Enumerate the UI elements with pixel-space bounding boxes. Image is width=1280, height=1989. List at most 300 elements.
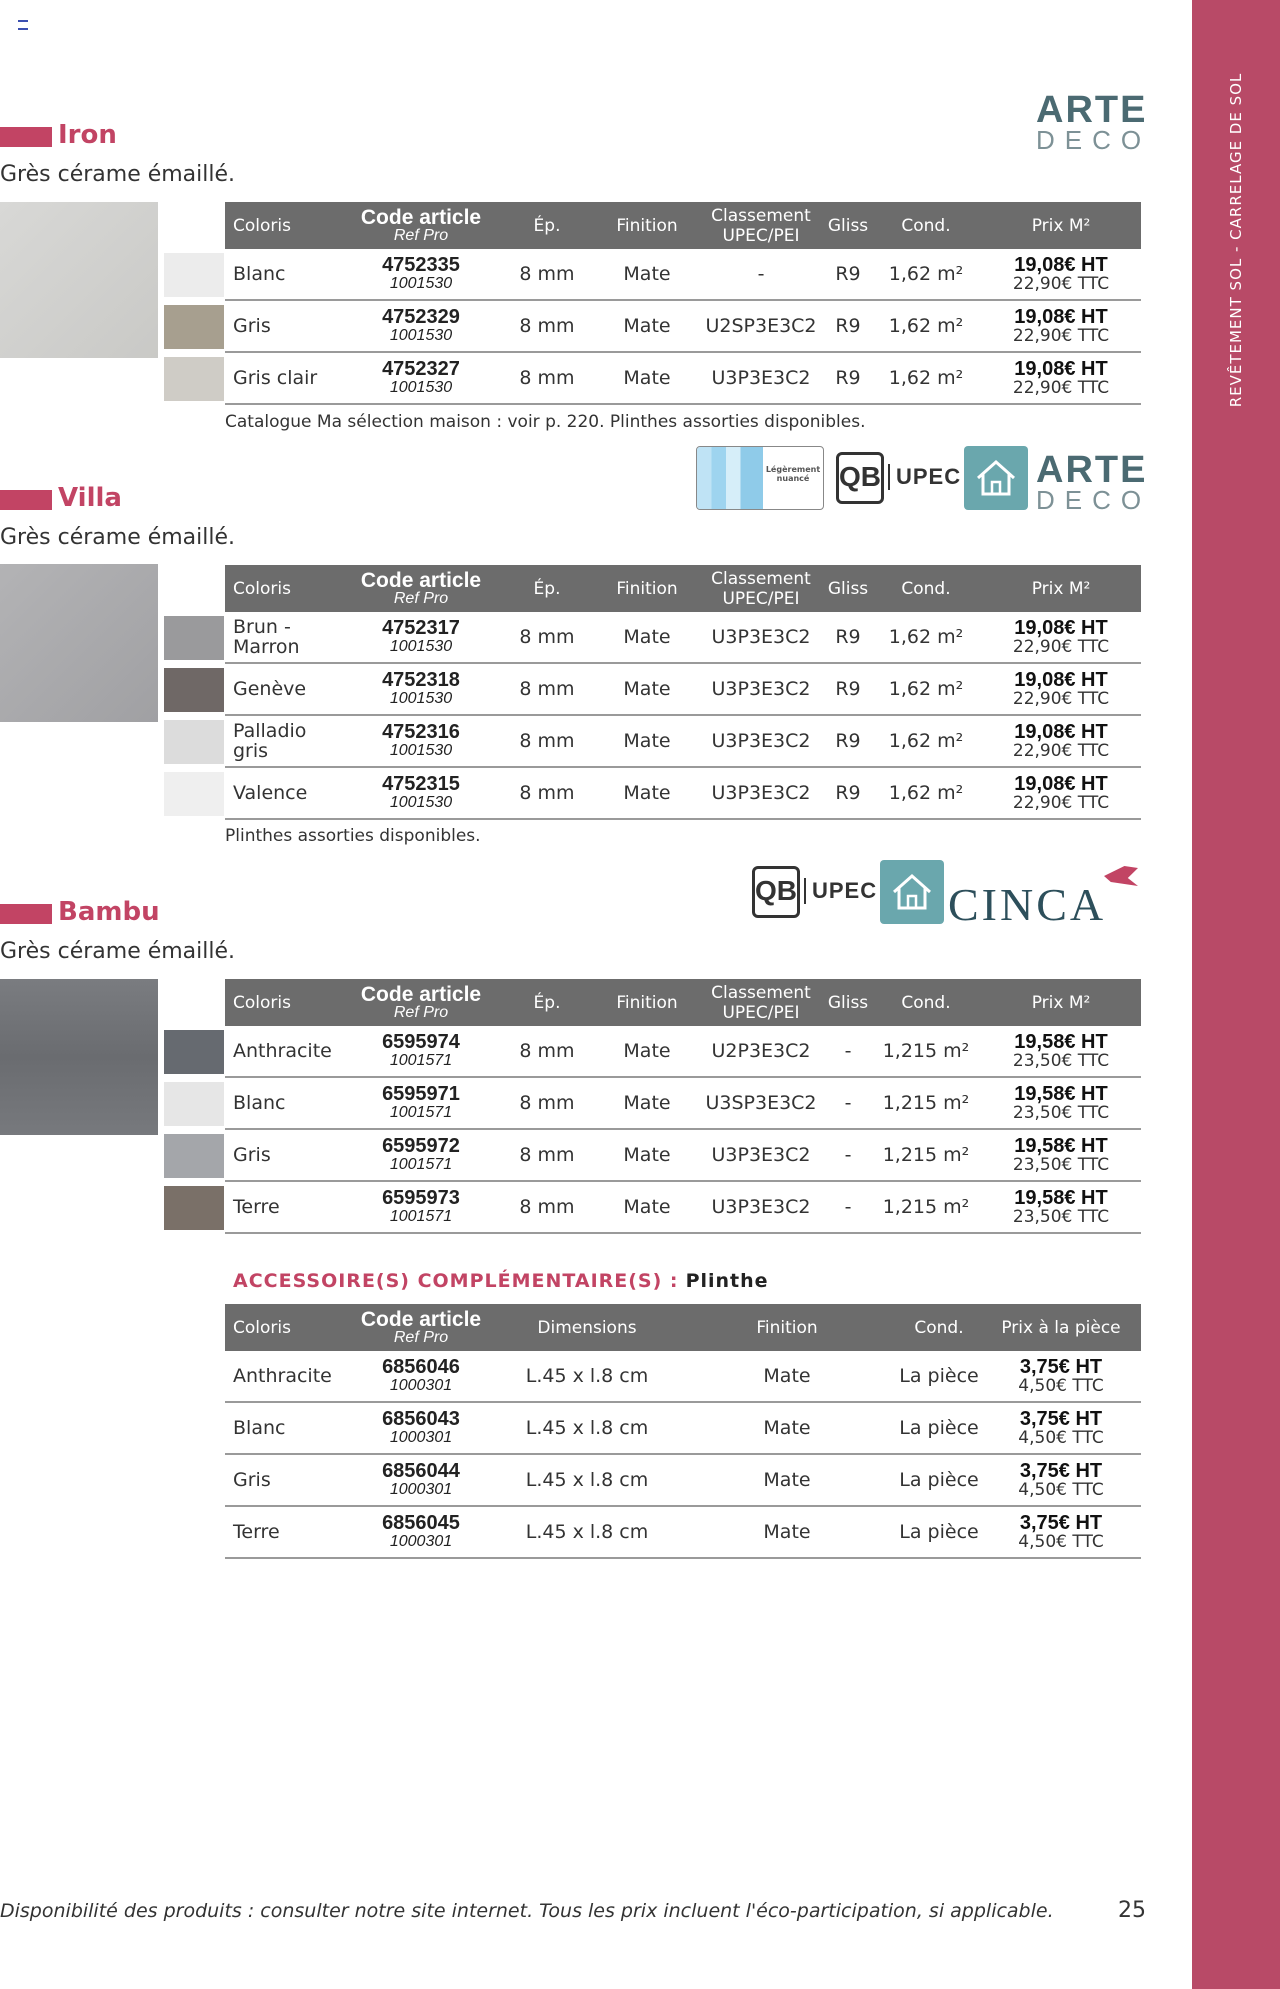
accessories-title	[233, 1270, 769, 1292]
ref-pro: 1001530	[389, 638, 453, 655]
villa-header-row	[225, 565, 1141, 612]
finition: Mate	[623, 1092, 671, 1114]
iron-note: Catalogue Ma sélection maison : voir p. 220. Plinthes assorties disponibles.	[225, 412, 866, 432]
ref-pro: 1001530	[389, 742, 453, 759]
epaisseur: 8 mm	[519, 678, 575, 700]
table-row	[225, 352, 1141, 404]
price-ht: 3,75€ HT	[1019, 1511, 1103, 1534]
cond: 1,215 m²	[882, 1040, 970, 1062]
header-code-main: Code article	[360, 569, 482, 592]
house-icon-2	[880, 860, 944, 924]
classement: U3P3E3C2	[711, 782, 811, 804]
classement: U3P3E3C2	[711, 1144, 811, 1166]
arte-deco-logo	[1036, 89, 1152, 155]
gliss-cell	[825, 300, 871, 352]
classement: -	[757, 263, 765, 285]
finition-cell	[597, 1129, 697, 1181]
classement-cell	[697, 1026, 825, 1077]
coloris: Blanc	[233, 1092, 286, 1114]
table-row	[225, 767, 1141, 819]
finition: Mate	[623, 1196, 671, 1218]
cond-cell	[897, 1351, 981, 1402]
ref-pro: 1001530	[389, 690, 453, 707]
classement-cell	[697, 249, 825, 300]
code-cell	[345, 612, 497, 663]
nuance-tiles-icon	[697, 447, 763, 509]
price-ttc: 23,50€ TTC	[1012, 1050, 1110, 1071]
header-classement-label: Classement	[711, 568, 811, 589]
villa-table-body	[225, 612, 1141, 819]
ep-cell	[497, 715, 597, 767]
header-code-article	[345, 1304, 497, 1351]
header-classement	[697, 202, 825, 249]
header-code-main: Code article	[360, 206, 482, 229]
epaisseur: 8 mm	[519, 1196, 575, 1218]
cond: 1,62 m²	[888, 367, 964, 389]
epaisseur: 8 mm	[519, 315, 575, 337]
coloris-cell	[225, 1402, 345, 1454]
villa-title: Villa	[58, 483, 122, 513]
header-code-main: Code article	[360, 1308, 482, 1331]
accessories-title-red: ACCESSOIRE(S) COMPLÉMENTAIRE(S) :	[233, 1270, 679, 1292]
classement-cell	[697, 612, 825, 663]
code-cell	[345, 1181, 497, 1233]
header-coloris: Coloris	[225, 565, 345, 612]
classement-cell	[697, 1181, 825, 1233]
finition-cell	[597, 612, 697, 663]
finition-cell	[597, 352, 697, 404]
header-classement	[697, 979, 825, 1026]
price-ttc: 23,50€ TTC	[1012, 1154, 1110, 1175]
gliss-cell	[825, 715, 871, 767]
house-icon	[964, 446, 1028, 510]
code-article: 6856044	[382, 1460, 460, 1482]
gliss: R9	[835, 782, 861, 804]
coloris: Gris	[233, 1144, 271, 1166]
cond-cell	[871, 1077, 981, 1129]
table-row	[225, 1506, 1141, 1558]
dimensions: L.45 x l.8 cm	[525, 1417, 649, 1439]
coloris-cell	[225, 352, 345, 404]
cond: 1,62 m²	[888, 730, 964, 752]
price-cell	[981, 1129, 1141, 1181]
menu-icon	[18, 20, 28, 30]
header-code-main: Code article	[360, 983, 482, 1006]
accessories-title-black: Plinthe	[685, 1270, 769, 1292]
price-ttc: 4,50€ TTC	[1018, 1427, 1104, 1448]
finition-cell	[597, 249, 697, 300]
finition-cell	[677, 1454, 897, 1506]
price-ht: 19,08€ HT	[1014, 668, 1108, 691]
gliss: -	[844, 1196, 852, 1218]
coloris-cell	[225, 300, 345, 352]
cond: La pièce	[899, 1521, 979, 1543]
villa-table	[225, 565, 1141, 820]
coloris: Terre	[233, 1521, 280, 1543]
qb-upec-logo-2	[752, 866, 878, 918]
header-prix: Prix M²	[981, 202, 1141, 249]
cond-cell	[871, 663, 981, 715]
cond: 1,215 m²	[882, 1144, 970, 1166]
ep-cell	[497, 300, 597, 352]
header-finition: Finition	[597, 202, 697, 249]
table-row	[225, 1077, 1141, 1129]
table-row	[225, 300, 1141, 352]
ep-cell	[497, 249, 597, 300]
code-article: 4752318	[382, 669, 460, 691]
price-cell	[981, 612, 1141, 663]
cond-cell	[871, 1026, 981, 1077]
header-cond: Cond.	[897, 1304, 981, 1351]
code-article: 4752315	[382, 773, 460, 795]
coloris-cell	[225, 767, 345, 819]
bambu-product-image	[0, 979, 158, 1135]
classement-cell	[697, 1077, 825, 1129]
price-cell	[981, 1351, 1141, 1402]
header-ref-pro: Ref Pro	[393, 227, 449, 244]
coloris: Palladio gris	[233, 720, 307, 762]
gliss: R9	[835, 263, 861, 285]
accessories-table-body	[225, 1351, 1141, 1558]
header-cond: Cond.	[871, 202, 981, 249]
header-upec-pei: UPEC/PEI	[722, 225, 800, 246]
header-finition: Finition	[597, 979, 697, 1026]
cond-cell	[871, 612, 981, 663]
header-coloris: Coloris	[225, 1304, 345, 1351]
classement-cell	[697, 352, 825, 404]
finition: Mate	[623, 315, 671, 337]
coloris-cell	[225, 1351, 345, 1402]
finition: Mate	[623, 730, 671, 752]
code-article: 6595971	[382, 1083, 460, 1105]
epaisseur: 8 mm	[519, 1040, 575, 1062]
iron-product-image	[0, 202, 158, 358]
code-cell	[345, 249, 497, 300]
cond: La pièce	[899, 1417, 979, 1439]
arte-deco-logo-2	[1036, 449, 1152, 515]
cond-cell	[897, 1454, 981, 1506]
header-code-article	[345, 202, 497, 249]
qb-mark-icon-2: QB	[752, 866, 800, 918]
ep-cell	[497, 767, 597, 819]
logo-deco-text: DECO	[1036, 125, 1152, 155]
logo-arte-text: ARTE	[1036, 89, 1148, 131]
classement: U3SP3E3C2	[705, 1092, 817, 1114]
finition: Mate	[623, 1144, 671, 1166]
gliss: R9	[835, 367, 861, 389]
price-ht: 3,75€ HT	[1019, 1459, 1103, 1482]
price-ttc: 23,50€ TTC	[1012, 1206, 1110, 1227]
coloris: Anthracite	[233, 1365, 332, 1387]
table-row	[225, 1129, 1141, 1181]
gliss-cell	[825, 1077, 871, 1129]
color-swatch	[164, 1030, 224, 1074]
color-swatch	[164, 357, 224, 401]
header-ep: Ép.	[497, 979, 597, 1026]
villa-note: Plinthes assorties disponibles.	[225, 826, 481, 846]
price-cell	[981, 1077, 1141, 1129]
ref-pro: 1000301	[389, 1533, 453, 1550]
code-article: 4752335	[382, 254, 460, 276]
finition: Mate	[623, 263, 671, 285]
ep-cell	[497, 1181, 597, 1233]
price-ht: 19,08€ HT	[1014, 357, 1108, 380]
gliss-cell	[825, 612, 871, 663]
code-cell	[345, 300, 497, 352]
villa-product-image	[0, 564, 158, 722]
code-article: 6595973	[382, 1187, 460, 1209]
ref-pro: 1001571	[389, 1156, 453, 1173]
price-cell	[981, 300, 1141, 352]
ref-pro: 1001571	[389, 1104, 453, 1121]
bambu-header-row	[225, 979, 1141, 1026]
price-ht: 19,08€ HT	[1014, 616, 1108, 639]
price-ttc: 22,90€ TTC	[1012, 273, 1110, 294]
cond: La pièce	[899, 1469, 979, 1491]
gliss: -	[844, 1092, 852, 1114]
iron-table	[225, 202, 1141, 405]
classement: U3P3E3C2	[711, 626, 811, 648]
code-article: 4752316	[382, 721, 460, 743]
color-swatch	[164, 772, 224, 816]
code-cell	[345, 1077, 497, 1129]
cond: 1,62 m²	[888, 782, 964, 804]
dimensions: L.45 x l.8 cm	[525, 1365, 649, 1387]
gliss-cell	[825, 249, 871, 300]
price-ht: 19,08€ HT	[1014, 253, 1108, 276]
header-coloris: Coloris	[225, 202, 345, 249]
cond-cell	[871, 767, 981, 819]
table-row	[225, 1181, 1141, 1233]
finition: Mate	[623, 626, 671, 648]
classement: U2P3E3C2	[711, 1040, 811, 1062]
dimensions-cell	[497, 1402, 677, 1454]
price-cell	[981, 1454, 1141, 1506]
epaisseur: 8 mm	[519, 263, 575, 285]
logo-arte-text-2: ARTE	[1036, 449, 1148, 491]
color-swatch	[164, 616, 224, 660]
epaisseur: 8 mm	[519, 782, 575, 804]
header-code-article	[345, 565, 497, 612]
code-article: 4752329	[382, 306, 460, 328]
table-row	[225, 715, 1141, 767]
gliss: -	[844, 1144, 852, 1166]
price-ttc: 22,90€ TTC	[1012, 377, 1110, 398]
finition-cell	[597, 1181, 697, 1233]
epaisseur: 8 mm	[519, 1144, 575, 1166]
epaisseur: 8 mm	[519, 730, 575, 752]
dimensions-cell	[497, 1454, 677, 1506]
price-ht: 19,08€ HT	[1014, 720, 1108, 743]
header-prix: Prix M²	[981, 565, 1141, 612]
header-gliss: Gliss	[825, 979, 871, 1026]
classement-cell	[697, 663, 825, 715]
finition-cell	[597, 663, 697, 715]
cinca-logo: CINCA	[948, 879, 1107, 930]
ref-pro: 1000301	[389, 1429, 453, 1446]
gliss-cell	[825, 352, 871, 404]
qb-mark-icon: QB	[836, 452, 884, 504]
side-label: REVÊTEMENT SOL - CARRELAGE DE SOL	[1227, 72, 1245, 408]
bambu-title: Bambu	[58, 897, 160, 927]
cond: 1,62 m²	[888, 315, 964, 337]
epaisseur: 8 mm	[519, 367, 575, 389]
code-cell	[345, 352, 497, 404]
cond-cell	[871, 300, 981, 352]
coloris: Terre	[233, 1196, 280, 1218]
price-cell	[981, 1506, 1141, 1558]
code-cell	[345, 1129, 497, 1181]
gliss: -	[844, 1040, 852, 1062]
gliss: R9	[835, 626, 861, 648]
coloris-cell	[225, 1454, 345, 1506]
classement-cell	[697, 1129, 825, 1181]
color-swatch	[164, 305, 224, 349]
price-cell	[981, 663, 1141, 715]
price-cell	[981, 1402, 1141, 1454]
code-cell	[345, 715, 497, 767]
ref-pro: 1001530	[389, 379, 453, 396]
finition-cell	[597, 715, 697, 767]
finition: Mate	[623, 782, 671, 804]
cond: 1,62 m²	[888, 678, 964, 700]
table-row	[225, 249, 1141, 300]
code-article: 6856043	[382, 1408, 460, 1430]
coloris: Brun - Marron	[233, 616, 300, 658]
price-ttc: 4,50€ TTC	[1018, 1479, 1104, 1500]
coloris: Gris	[233, 1469, 271, 1491]
header-coloris: Coloris	[225, 979, 345, 1026]
bambu-table	[225, 979, 1141, 1234]
price-ht: 19,58€ HT	[1014, 1082, 1108, 1105]
header-dimensions: Dimensions	[497, 1304, 677, 1351]
price-ht: 3,75€ HT	[1019, 1407, 1103, 1430]
code-cell	[345, 1351, 497, 1402]
cond: 1,215 m²	[882, 1196, 970, 1218]
accessories-header-row	[225, 1304, 1141, 1351]
price-ttc: 22,90€ TTC	[1012, 688, 1110, 709]
header-finition: Finition	[677, 1304, 897, 1351]
logo-deco-text-2: DECO	[1036, 485, 1152, 515]
finition-cell	[597, 767, 697, 819]
price-cell	[981, 249, 1141, 300]
page-number: 25	[1118, 1898, 1146, 1923]
villa-subtitle: Grès cérame émaillé.	[0, 525, 236, 550]
footer-note: Disponibilité des produits : consulter notre site internet. Tous les prix incluent l'éco-participation, si applicable.	[0, 1900, 1054, 1922]
finition: Mate	[623, 678, 671, 700]
ref-pro: 1000301	[389, 1481, 453, 1498]
code-article: 6856045	[382, 1512, 460, 1534]
gliss-cell	[825, 1181, 871, 1233]
cond-cell	[871, 715, 981, 767]
ref-pro: 1001530	[389, 275, 453, 292]
coloris: Gris clair	[233, 367, 318, 389]
accessories-table	[225, 1304, 1141, 1559]
gliss-cell	[825, 1129, 871, 1181]
code-cell	[345, 767, 497, 819]
dimensions-cell	[497, 1506, 677, 1558]
cond-cell	[897, 1402, 981, 1454]
table-row	[225, 663, 1141, 715]
code-cell	[345, 1506, 497, 1558]
price-cell	[981, 352, 1141, 404]
bambu-subtitle: Grès cérame émaillé.	[0, 939, 236, 964]
price-ht: 19,58€ HT	[1014, 1030, 1108, 1053]
ep-cell	[497, 352, 597, 404]
code-cell	[345, 1402, 497, 1454]
coloris-cell	[225, 1506, 345, 1558]
price-cell	[981, 1181, 1141, 1233]
header-classement-label: Classement	[711, 205, 811, 226]
ep-cell	[497, 1129, 597, 1181]
code-article: 6595972	[382, 1135, 460, 1157]
price-ttc: 22,90€ TTC	[1012, 325, 1110, 346]
header-prix: Prix M²	[981, 979, 1141, 1026]
table-row	[225, 1454, 1141, 1506]
header-upec-pei: UPEC/PEI	[722, 588, 800, 609]
color-swatch	[164, 720, 224, 764]
classement: U3P3E3C2	[711, 367, 811, 389]
price-ht: 19,08€ HT	[1014, 772, 1108, 795]
price-ht: 19,58€ HT	[1014, 1134, 1108, 1157]
coloris-cell	[225, 249, 345, 300]
coloris-cell	[225, 612, 345, 663]
bambu-table-body	[225, 1026, 1141, 1233]
ref-pro: 1001530	[389, 794, 453, 811]
dimensions: L.45 x l.8 cm	[525, 1521, 649, 1543]
finition-cell	[677, 1351, 897, 1402]
price-ht: 3,75€ HT	[1019, 1355, 1103, 1378]
finition: Mate	[623, 367, 671, 389]
qb-upec-logo	[836, 452, 962, 504]
ep-cell	[497, 663, 597, 715]
cond: 1,62 m²	[888, 263, 964, 285]
ref-pro: 1001530	[389, 327, 453, 344]
price-cell	[981, 1026, 1141, 1077]
table-row	[225, 612, 1141, 663]
cond-cell	[871, 352, 981, 404]
table-row	[225, 1402, 1141, 1454]
iron-header-row	[225, 202, 1141, 249]
coloris-cell	[225, 1077, 345, 1129]
coloris: Blanc	[233, 263, 286, 285]
ep-cell	[497, 1026, 597, 1077]
ref-pro: 1000301	[389, 1377, 453, 1394]
code-article: 6595974	[382, 1031, 460, 1053]
classement: U2SP3E3C2	[705, 315, 817, 337]
header-gliss: Gliss	[825, 565, 871, 612]
coloris-cell	[225, 1181, 345, 1233]
cond: La pièce	[899, 1365, 979, 1387]
gliss-cell	[825, 663, 871, 715]
coloris-cell	[225, 663, 345, 715]
price-ht: 19,08€ HT	[1014, 305, 1108, 328]
table-row	[225, 1026, 1141, 1077]
classement: U3P3E3C2	[711, 1196, 811, 1218]
finition: Mate	[763, 1417, 811, 1439]
header-ref-pro: Ref Pro	[393, 1329, 449, 1346]
table-row	[225, 1351, 1141, 1402]
header-ref-pro: Ref Pro	[393, 590, 449, 607]
gliss: R9	[835, 315, 861, 337]
classement-cell	[697, 767, 825, 819]
header-cond: Cond.	[871, 565, 981, 612]
header-ref-pro: Ref Pro	[393, 1004, 449, 1021]
finition-cell	[597, 300, 697, 352]
price-ttc: 22,90€ TTC	[1012, 636, 1110, 657]
gliss: R9	[835, 678, 861, 700]
code-cell	[345, 1454, 497, 1506]
